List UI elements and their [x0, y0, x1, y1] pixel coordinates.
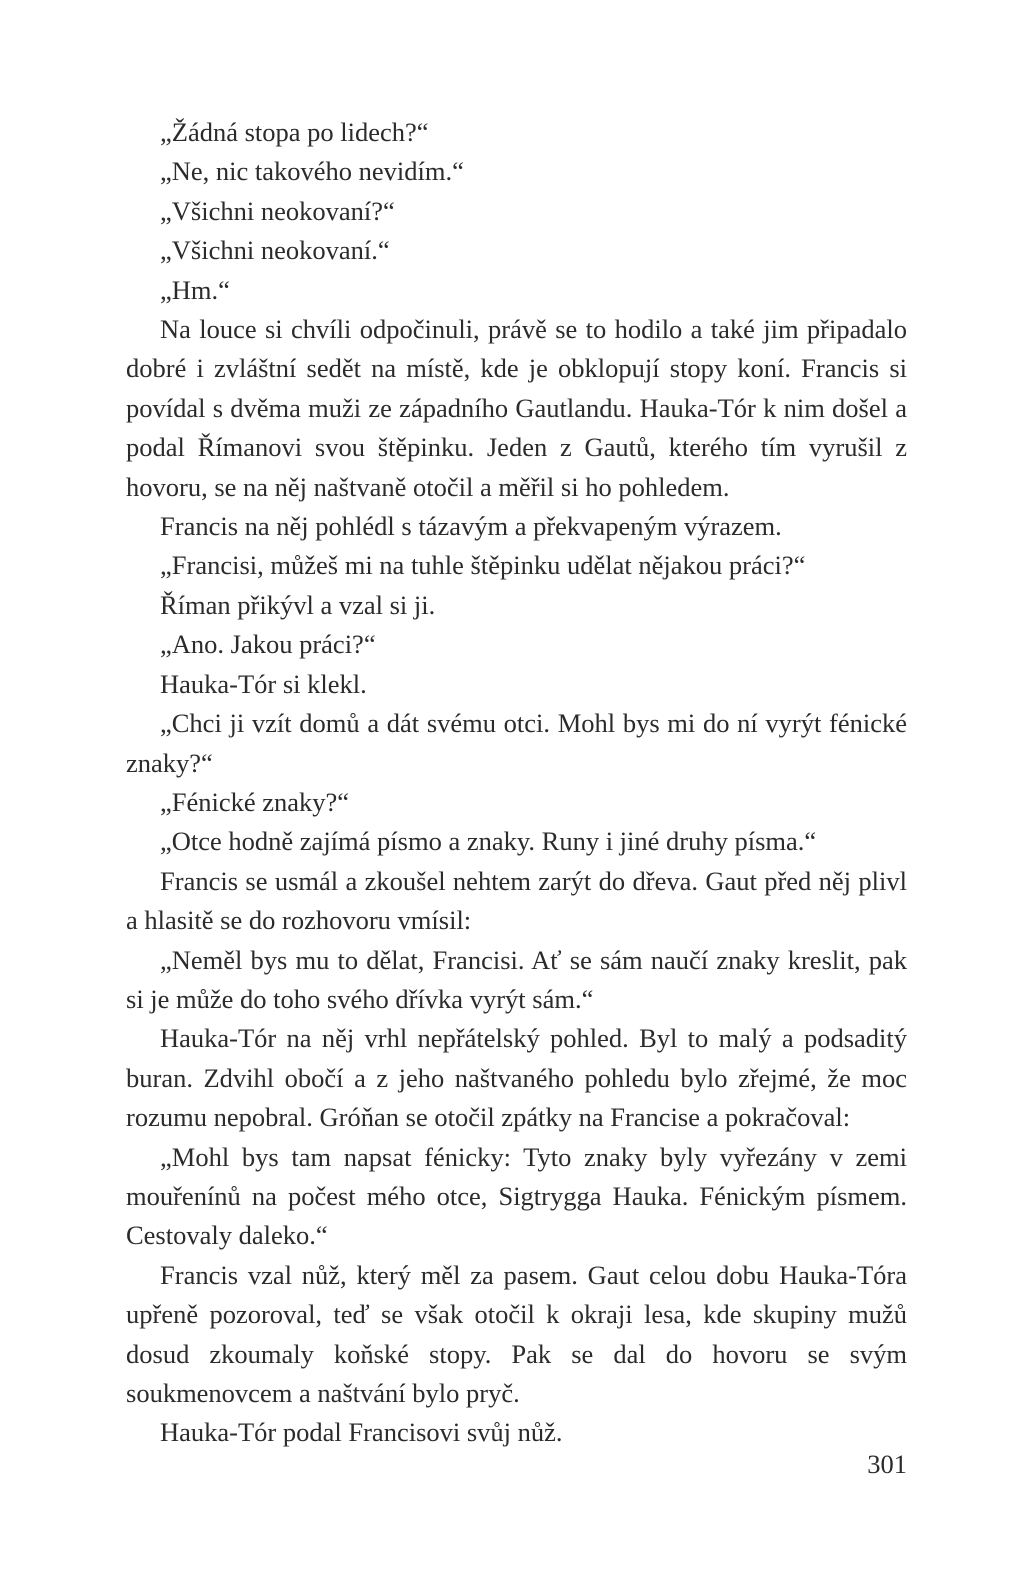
paragraph: „Francisi, můžeš mi na tuhle štěpinku udělat nějakou práci?“ [160, 550, 806, 581]
paragraph: Hauka-Tór si klekl. [160, 668, 367, 699]
paragraph: „Všichni neokovaní.“ [160, 235, 390, 266]
body-text [126, 113, 907, 1453]
paragraph: „Neměl bys mu to dělat, Francisi. Ať se sám naučí znaky kreslit, pak si je může do toho svého dřívka vyrýt sám.“ [126, 944, 907, 1014]
paragraph: „Hm.“ [160, 274, 230, 305]
paragraph: „Ne, nic takového nevidím.“ [160, 156, 464, 187]
paragraph: „Žádná stopa po lidech?“ [160, 117, 429, 147]
paragraph: Francis na něj pohlédl s tázavým a překvapeným výrazem. [160, 511, 782, 542]
paragraph: „Otce hodně zajímá písmo a znaky. Runy i jiné druhy písma.“ [160, 826, 817, 857]
paragraph: Říman přikývl a vzal si ji. [160, 589, 436, 620]
paragraph: „Všichni neokovaní?“ [160, 195, 395, 226]
paragraph: Hauka-Tór na něj vrhl nepřátelský pohled. Byl to malý a podsaditý buran. Zdvihl obočí a z jeho naštvaného pohledu bylo zřejmé, že moc rozumu nepobral. Gróňan se otočil zpátky na Francise a pokračoval: [126, 1023, 907, 1133]
paragraph: Hauka-Tór podal Francisovi svůj nůž. [160, 1417, 563, 1448]
paragraph: Francis se usmál a zkoušel nehtem zarýt do dřeva. Gaut před něj plivl a hlasitě se do rozhovoru vmísil: [126, 865, 907, 936]
paragraph: „Fénické znaky?“ [160, 786, 350, 817]
paragraph: „Chci ji vzít domů a dát svému otci. Mohl bys mi do ní vyrýt fénické znaky?“ [126, 708, 907, 778]
paragraph: Na louce si chvíli odpočinuli, právě se to hodilo a také jim připadalo dobré i zvláštní sedět na místě, kde je obklopují stopy koní. Francis si povídal s dvěma muži ze západního Gautlandu. Hauka-Tór k nim došel a podal Římanovi svou štěpinku. Jeden z Gautů, kterého tím vyrušil z hovoru, se na něj naštvaně otočil a měřil si ho pohledem. [126, 314, 907, 502]
paragraph: „Mohl bys tam napsat fénicky: Tyto znaky byly vyřezány v zemi mouřenínů na počest mého otce, Sigtrygga Hauka. Fénickým písmem. Cestovaly daleko.“ [126, 1141, 907, 1251]
paragraph: „Ano. Jakou práci?“ [160, 629, 376, 660]
page-number: 301 [867, 1449, 907, 1479]
paragraph: Francis vzal nůž, který měl za pasem. Gaut celou dobu Hauka-Tóra upřeně pozoroval, teď se však otočil k okraji lesa, kde skupiny mužů dosud zkoumaly koňské stopy. Pak se dal do hovoru se svým soukmenovcem a naštvání bylo pryč. [126, 1259, 907, 1408]
